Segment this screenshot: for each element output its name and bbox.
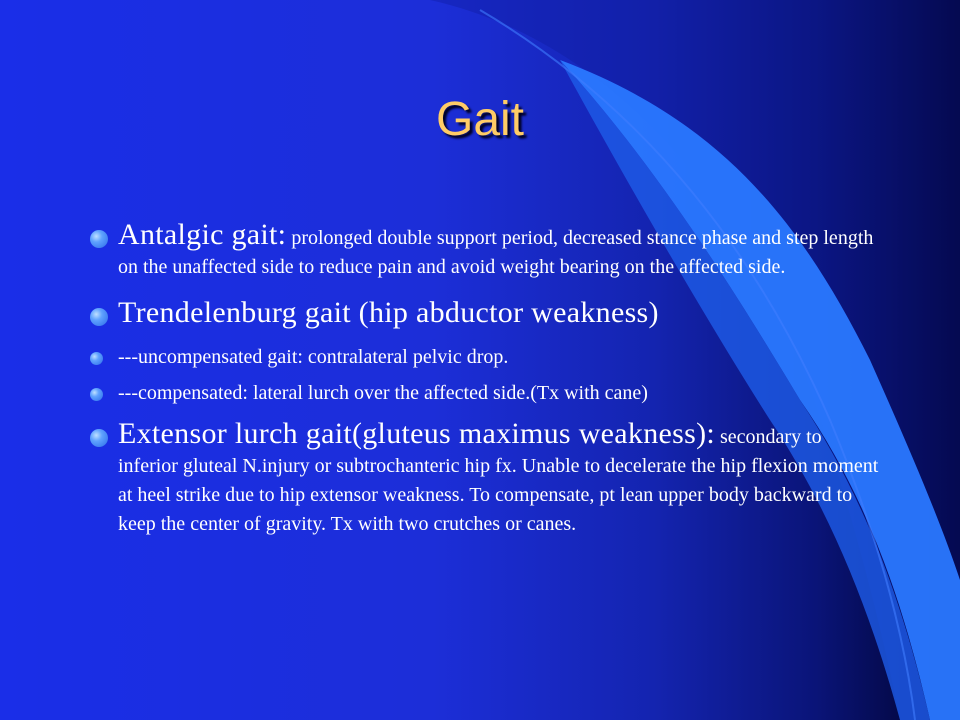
bullet-list	[90, 218, 880, 553]
bullet-text: secondary to inferior gluteal N.injury or subtrochanteric hip fx. Unable to decelerate the hip flexion moment at heel strike due to hip extensor weakness. To compensate, pt lean upper body backward to keep the center of gravity. Tx with two crutches or canes.	[118, 426, 879, 535]
bullet-compensated-gait	[90, 381, 880, 405]
bullet-antalgic-gait	[90, 218, 880, 282]
bullet-trendelenburg-gait	[90, 296, 880, 331]
bullet-dot-icon	[90, 230, 108, 248]
bullet-dot-icon	[90, 352, 103, 365]
bullet-lead: Antalgic gait:	[118, 218, 287, 251]
bullet-dot-icon	[90, 308, 108, 326]
bullet-extensor-lurch-gait	[90, 417, 880, 539]
bullet-dot-icon	[90, 388, 103, 401]
bullet-text: prolonged double support period, decreased stance phase and step length on the unaffected side to reduce pain and avoid weight bearing on the affected side.	[118, 227, 874, 278]
bullet-text: ---uncompensated gait: contralateral pelvic drop.	[118, 346, 509, 368]
bullet-text: ---compensated: lateral lurch over the affected side.(Tx with cane)	[118, 382, 648, 404]
slide-title: Gait	[435, 93, 525, 146]
bullet-lead: Extensor lurch gait(gluteus maximus weakness):	[118, 417, 715, 450]
bullet-dot-icon	[90, 429, 108, 447]
bullet-uncompensated-gait	[90, 345, 880, 369]
bullet-lead: Trendelenburg gait (hip abductor weakness)	[118, 296, 659, 329]
